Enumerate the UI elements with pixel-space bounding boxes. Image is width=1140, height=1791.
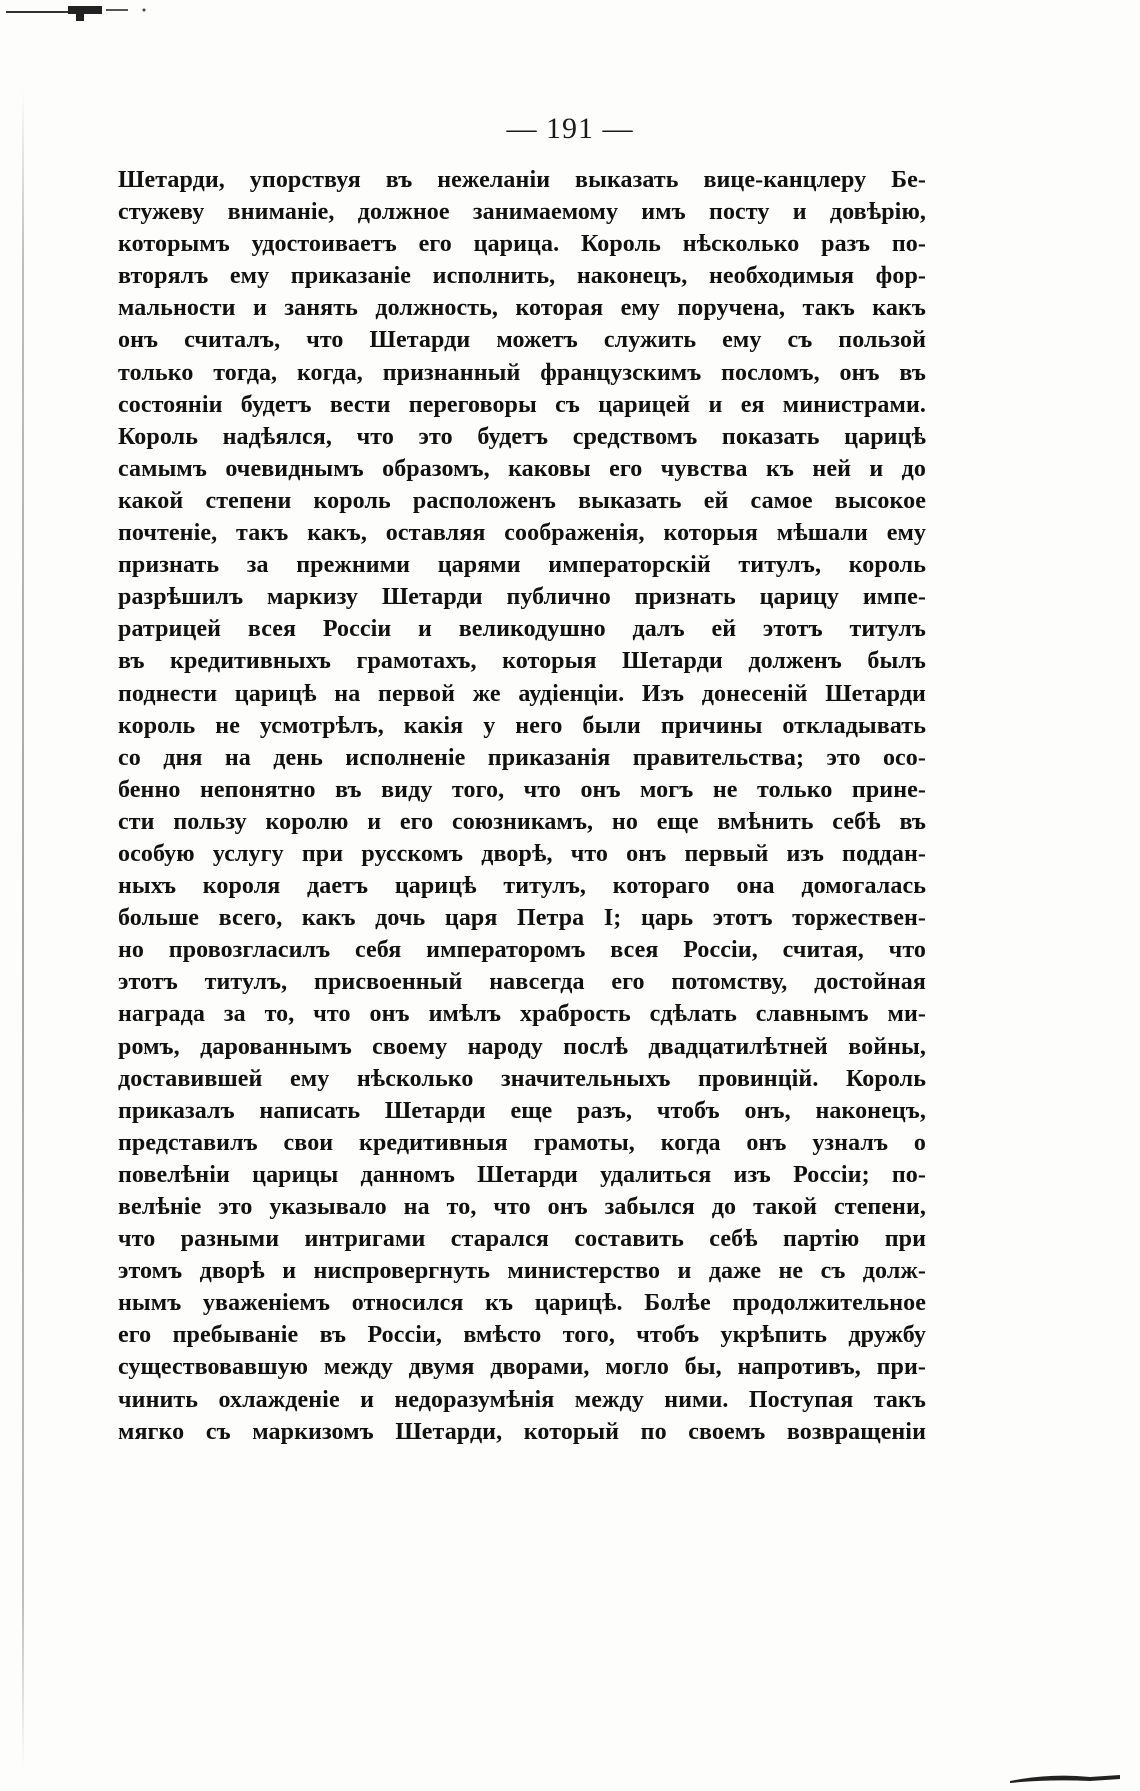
text-line: ратрицей всея Россіи и великодушно далъ ей этотъ титулъ <box>118 616 926 643</box>
text-line: только тогда, когда, признанный французскимъ посломъ, онъ въ <box>118 359 926 386</box>
text-line: мягко съ маркизомъ Шетарди, который по своемъ возвращеніи <box>118 1418 926 1445</box>
text-line: ромъ, дарованнымъ своему народу послѣ двадцатилѣтней войны, <box>118 1033 926 1060</box>
text-line: что разными интригами старался составить себѣ партію при <box>118 1226 926 1253</box>
text-line: существовавшую между двумя дворами, могло бы, напротивъ, при- <box>118 1354 926 1381</box>
text-line: признать за прежними царями императорскій титулъ, король <box>118 552 926 579</box>
text-line: его пребываніе въ Россіи, вмѣсто того, чтобъ укрѣпить дружбу <box>118 1322 926 1349</box>
text-line: самымъ очевиднымъ образомъ, каковы его чувства къ ней и до <box>118 455 926 482</box>
text-line: онъ считалъ, что Шетарди можетъ служить ему съ пользой <box>118 327 926 354</box>
text-line: нымъ уваженіемъ относился къ царицѣ. Болѣе продолжительное <box>118 1290 926 1317</box>
scan-artifact-bottom-right <box>1010 1767 1120 1785</box>
text-line: этомъ дворѣ и ниспровергнуть министерство и даже не съ долж- <box>118 1258 926 1285</box>
text-line: стужеву вниманіе, должное занимаемому имъ посту и довѣрію, <box>118 199 926 226</box>
text-line: сти пользу королю и его союзникамъ, но еще вмѣнить себѣ въ <box>118 808 926 835</box>
text-line: почтеніе, такъ какъ, оставляя соображенія, которыя мѣшали ему <box>118 520 926 547</box>
text-line: въ кредитивныхъ грамотахъ, которыя Шетарди долженъ былъ <box>118 648 926 675</box>
text-line: особую услугу при русскомъ дворѣ, что онъ первый изъ поддан- <box>118 840 926 867</box>
text-line: Король надѣялся, что это будетъ средствомъ показать царицѣ <box>118 423 926 450</box>
text-line: представилъ свои кредитивныя грамоты, когда онъ узналъ о <box>118 1129 926 1156</box>
text-line: больше всего, какъ дочь царя Петра I; царь этотъ торжествен- <box>118 905 926 932</box>
text-line: Шетарди, упорствуя въ нежеланіи выказать вице-канцлеру Бе- <box>118 167 926 193</box>
text-line: чинить охлажденіе и недоразумѣнія между ними. Поступая такъ <box>118 1386 926 1413</box>
text-line: бенно непонятно въ виду того, что онъ могъ не только прине- <box>118 776 926 803</box>
text-line: доставившей ему нѣсколько значительныхъ провинцій. Король <box>118 1065 926 1092</box>
text-line: поднести царицѣ на первой же аудіенціи. Изъ донесеній Шетарди <box>118 680 926 707</box>
page-number: — 191 — <box>506 112 634 145</box>
text-body <box>118 164 926 1448</box>
scan-artifact-top-left <box>6 6 156 22</box>
scan-artifact-left-edge <box>22 90 24 1770</box>
text-line: вторялъ ему приказаніе исполнить, наконецъ, необходимыя фор- <box>118 263 926 290</box>
text-line: приказалъ написать Шетарди еще разъ, чтобъ онъ, наконецъ, <box>118 1097 926 1124</box>
text-line: король не усмотрѣлъ, какія у него были причины откладывать <box>118 712 926 739</box>
text-line: повелѣніи царицы данномъ Шетарди удалиться изъ Россіи; по- <box>118 1161 926 1188</box>
text-line: какой степени король расположенъ выказать ей самое высокое <box>118 487 926 514</box>
text-line: ныхъ короля даетъ царицѣ титулъ, котораго она домогалась <box>118 873 926 900</box>
text-line: разрѣшилъ маркизу Шетарди публично признать царицу импе- <box>118 584 926 611</box>
text-line: со дня на день исполненіе приказанія правительства; это осо- <box>118 744 926 771</box>
text-line: велѣніе это указывало на то, что онъ забылся до такой степени, <box>118 1194 926 1220</box>
text-line: награда за то, что онъ имѣлъ храбрость сдѣлать славнымъ ми- <box>118 1001 926 1028</box>
text-line: которымъ удостоиваетъ его царица. Король нѣсколько разъ по- <box>118 231 926 258</box>
text-line: состояніи будетъ вести переговоры съ царицей и ея министрами. <box>118 391 926 418</box>
text-line: этотъ титулъ, присвоенный навсегда его потомству, достойная <box>118 969 926 996</box>
text-line: мальности и занять должность, которая ему поручена, такъ какъ <box>118 295 926 322</box>
text-line: но провозгласилъ себя императоромъ всея Россіи, считая, что <box>118 937 926 964</box>
